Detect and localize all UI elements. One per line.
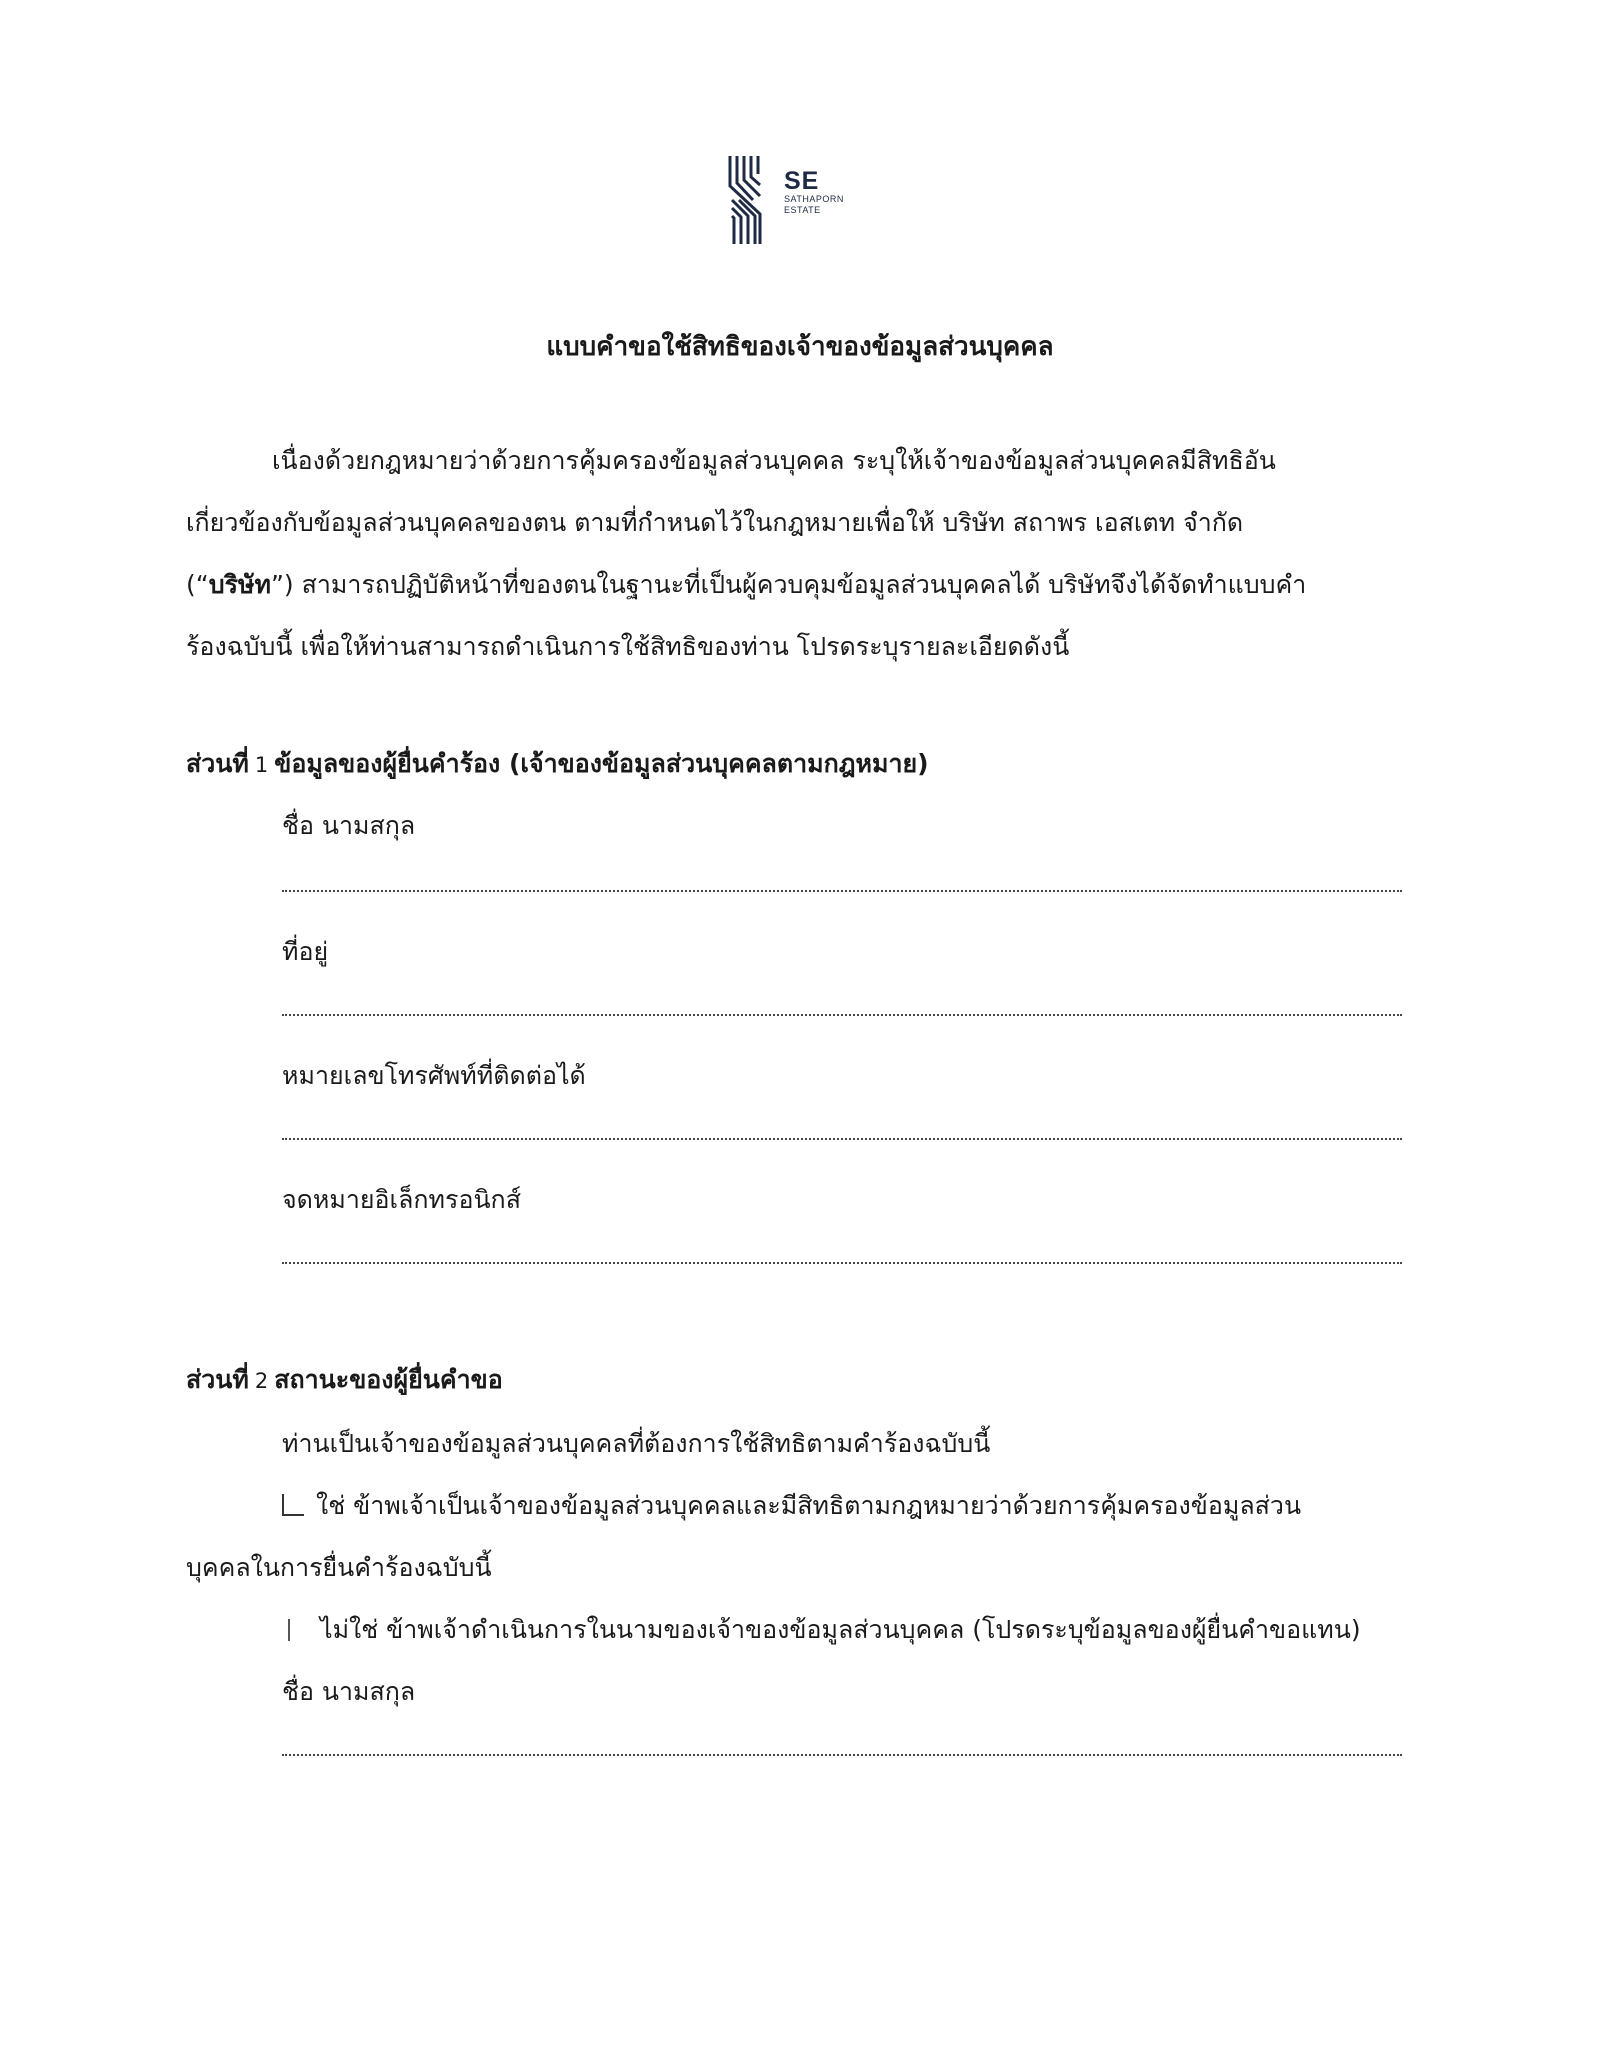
part1-phone-field[interactable] bbox=[282, 1136, 1402, 1140]
part2-agent-name-label: ชื่อ นามสกุล bbox=[282, 1677, 416, 1706]
no-checkbox-icon[interactable] bbox=[288, 1619, 290, 1641]
part2-question: ท่านเป็นเจ้าของข้อมูลส่วนบุคคลที่ต้องการใช้สิทธิตามคำร้องฉบับนี้ bbox=[282, 1429, 991, 1458]
part1-address-field[interactable] bbox=[282, 1012, 1402, 1016]
intro-quote-open: (“ bbox=[186, 570, 209, 599]
part1-name-field[interactable] bbox=[282, 888, 1402, 892]
logo-wordmark bbox=[784, 168, 844, 216]
logo-name-line1: SATHAPORN bbox=[784, 194, 844, 204]
yes-checkbox-icon[interactable] bbox=[282, 1494, 304, 1516]
part2-prefix: ส่วนที่ bbox=[186, 1365, 249, 1394]
part1-address-label: ที่อยู่ bbox=[282, 937, 329, 966]
part2-option-yes[interactable] bbox=[282, 1486, 1301, 1526]
intro-line-3 bbox=[186, 554, 1408, 616]
part2-number: 2 bbox=[254, 1369, 269, 1393]
intro-line-3-rest: ”) สามารถปฏิบัติหน้าที่ของตนในฐานะที่เป็นผู้ควบคุมข้อมูลส่วนบุคคลได้ บริษัทจึงได้จัดทำแบบคำ bbox=[270, 570, 1307, 599]
part2-option-yes-cont: บุคคลในการยื่นคำร้องฉบับนี้ bbox=[186, 1553, 492, 1582]
part2-option-no[interactable] bbox=[282, 1610, 1361, 1650]
part1-title: ข้อมูลของผู้ยื่นคำร้อง (เจ้าของข้อมูลส่วนบุคคลตามกฎหมาย) bbox=[274, 749, 929, 778]
document-title: แบบคำขอใช้สิทธิของเจ้าของข้อมูลส่วนบุคคล bbox=[546, 332, 1054, 362]
part1-heading bbox=[186, 744, 929, 784]
part1-email-field[interactable] bbox=[282, 1260, 1402, 1264]
intro-line-2: เกี่ยวข้องกับข้อมูลส่วนบุคคลของตน ตามที่กำหนดไว้ในกฎหมายเพื่อให้ บริษัท สถาพร เอสเตท จำกัด bbox=[186, 508, 1244, 537]
part2-option-no-text: ไม่ใช่ ข้าพเจ้าดำเนินการในนามของเจ้าของข้อมูลส่วนบุคคล (โปรดระบุข้อมูลของผู้ยื่นคำขอแทน) bbox=[320, 1615, 1361, 1644]
logo-mark-icon bbox=[728, 156, 764, 244]
part2-title: สถานะของผู้ยื่นคำขอ bbox=[274, 1365, 503, 1394]
part1-prefix: ส่วนที่ bbox=[186, 749, 249, 778]
part1-phone-label: หมายเลขโทรศัพท์ที่ติดต่อได้ bbox=[282, 1061, 586, 1090]
part1-name-label: ชื่อ นามสกุล bbox=[282, 811, 416, 840]
logo-abbreviation: SE bbox=[784, 167, 820, 195]
logo-name-line2: ESTATE bbox=[784, 205, 821, 215]
intro-line-1: เนื่องด้วยกฎหมายว่าด้วยการคุ้มครองข้อมูลส่วนบุคคล ระบุให้เจ้าของข้อมูลส่วนบุคคลมีสิทธิอัน bbox=[272, 446, 1276, 475]
intro-line-4: ร้องฉบับนี้ เพื่อให้ท่านสามารถดำเนินการใช้สิทธิของท่าน โปรดระบุรายละเอียดดังนี้ bbox=[186, 632, 1070, 661]
part2-option-yes-text: ใช่ ข้าพเจ้าเป็นเจ้าของข้อมูลส่วนบุคคลและมีสิทธิตามกฎหมายว่าด้วยการคุ้มครองข้อมูลส่วน bbox=[316, 1491, 1302, 1520]
part2-heading bbox=[186, 1360, 503, 1400]
part1-email-label: จดหมายอิเล็กทรอนิกส์ bbox=[282, 1185, 521, 1214]
part1-number: 1 bbox=[254, 753, 269, 777]
company-logo bbox=[728, 156, 878, 248]
intro-company-term: บริษัท bbox=[208, 570, 271, 599]
intro-paragraph bbox=[186, 430, 1408, 678]
part2-agent-name-field[interactable] bbox=[282, 1752, 1402, 1756]
